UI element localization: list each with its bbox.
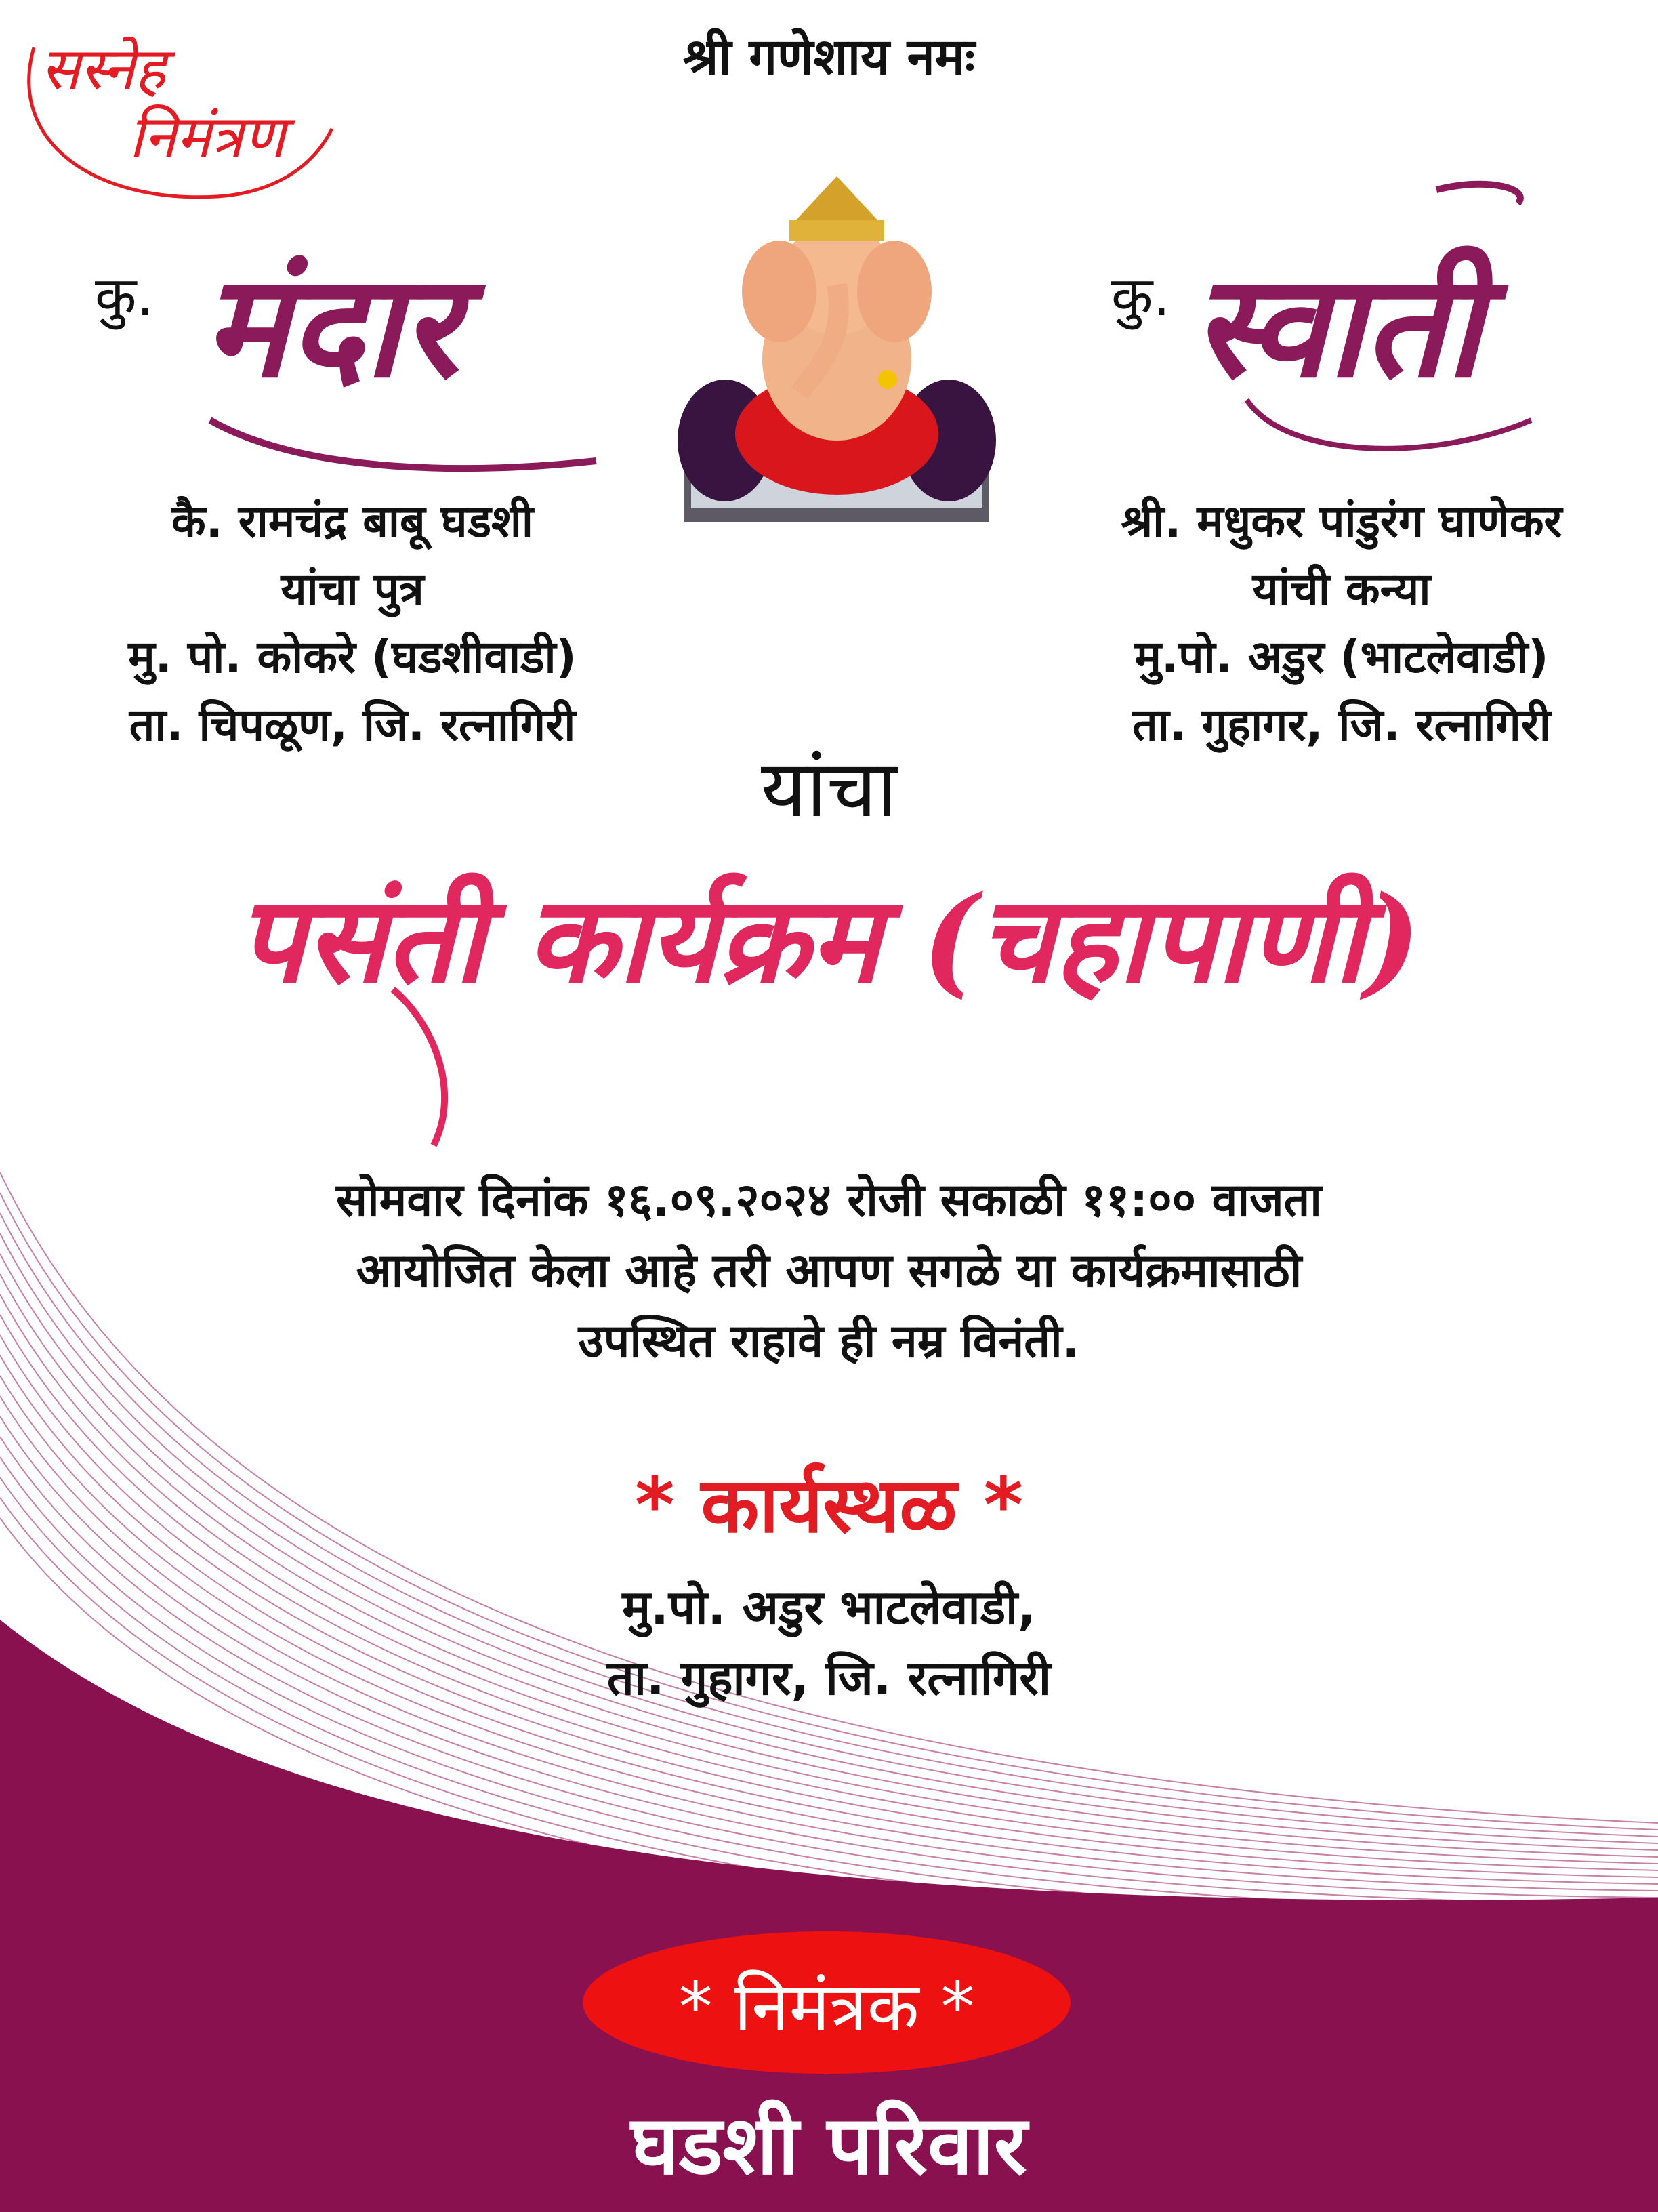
groom-prefix: कु.: [95, 265, 154, 328]
bride-prefix: कु.: [1111, 265, 1170, 328]
groom-name: मंदार: [203, 242, 459, 409]
details-line-1: सोमवार दिनांक १६.०९.२०२४ रोजी सकाळी ११:०० वाजता: [336, 1174, 1322, 1227]
event-title-flourish: [352, 983, 556, 1159]
bride-line-3: मु.पो. अडुर (भाटलेवाडी): [1134, 631, 1549, 683]
bride-line-2: यांची कन्या: [1252, 563, 1431, 615]
ganesha-image: [678, 176, 996, 529]
logo-text-line1: सस्नेह: [41, 35, 166, 103]
groom-line-1: कै. रामचंद्र बाबू घडशी: [171, 495, 533, 548]
connector-text: यांचा: [760, 743, 898, 835]
bride-name: स्वाती: [1193, 242, 1482, 409]
groom-line-2: यांचा पुत्र: [281, 563, 424, 615]
invocation-heading: श्री गणेशाय नमः: [683, 28, 975, 86]
venue-line-2: ता. गुहागर, जि. रत्नागिरी: [606, 1650, 1052, 1706]
inviter-label: * निमंत्रक *: [678, 1967, 975, 2047]
groom-family-block: [54, 488, 650, 759]
groom-line-3: मु. पो. कोकरे (घडशीवाडी): [128, 631, 577, 683]
logo-text-line2: निमंत्रण: [129, 103, 286, 171]
inviter-name: घडशी परिवार: [631, 2097, 1027, 2193]
groom-name-flourish: [203, 400, 610, 481]
bride-line-1: श्री. मधुकर पांडुरंग घाणेकर: [1121, 495, 1562, 548]
venue-line-1: मु.पो. अडुर भाटलेवाडी,: [622, 1580, 1036, 1635]
bride-line-4: ता. गुहागर, जि. रत्नागिरी: [1132, 699, 1551, 751]
bride-family-block: [1057, 488, 1626, 759]
venue-heading: * कार्यस्थळ *: [634, 1462, 1024, 1550]
groom-line-4: ता. चिपळूण, जि. रत्नागिरी: [129, 699, 576, 751]
bride-name-flourish: [1152, 176, 1558, 474]
details-line-2: आयोजित केला आहे तरी आपण सगळे या कार्यक्रमासाठी: [356, 1244, 1302, 1298]
event-title: पसंती कार्यक्रम (चहापाणी): [237, 869, 1421, 1010]
details-line-3: उपस्थित राहावे ही नम्र विनंती.: [578, 1315, 1080, 1368]
venue-address: [0, 1572, 1658, 1713]
event-details: [0, 1166, 1658, 1377]
